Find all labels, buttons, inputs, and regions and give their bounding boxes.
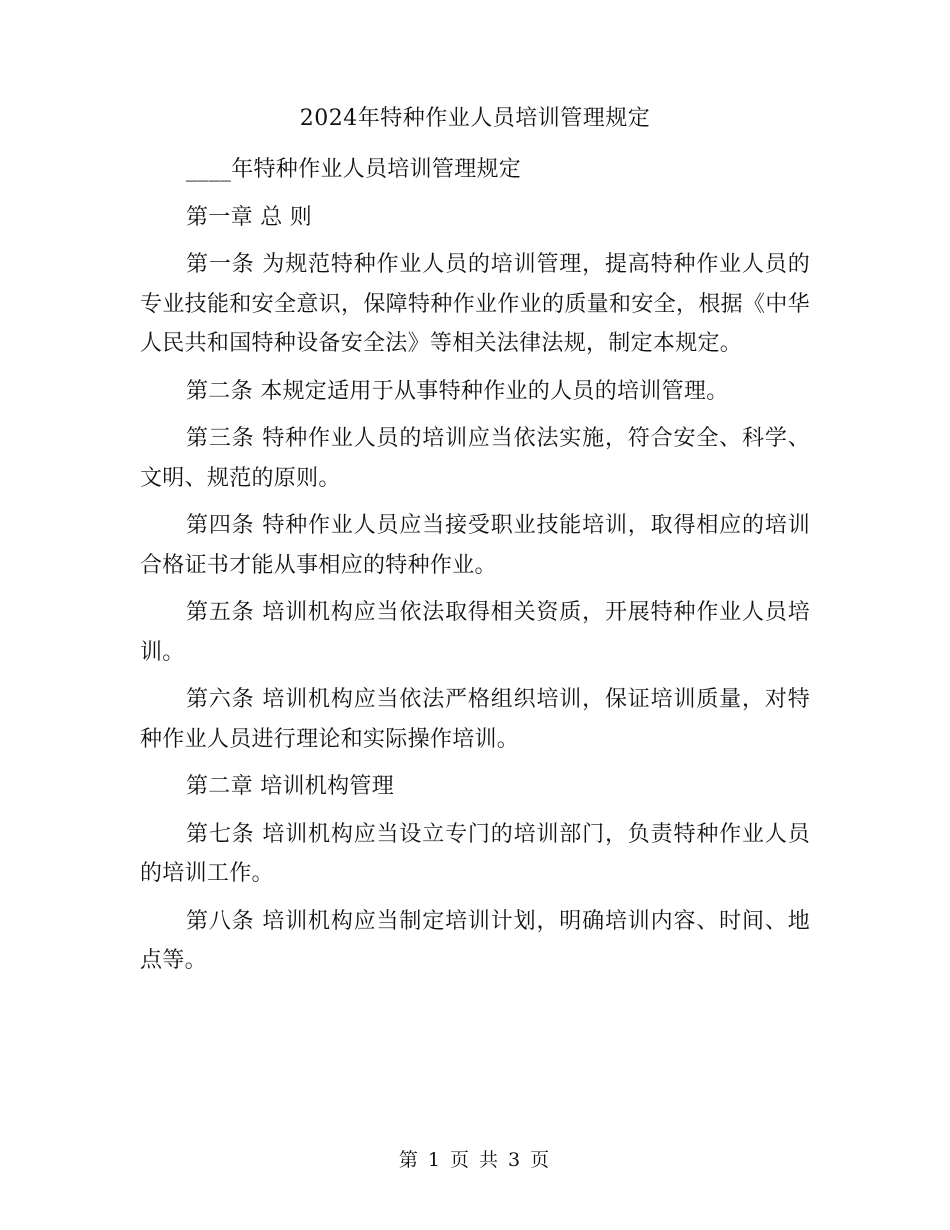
paragraph-subtitle: ____年特种作业人员培训管理规定 <box>186 157 522 182</box>
article-7: 第七条 培训机构应当设立专门的培训部门，负责特种作业人员的培训工作。 <box>140 821 810 886</box>
chapter-1-heading: 第一章 总 则 <box>186 204 313 230</box>
document-body <box>140 150 810 989</box>
document-title: 2024年特种作业人员培训管理规定 <box>299 106 651 131</box>
article-8: 第八条 培训机构应当制定培训计划，明确培训内容、时间、地点等。 <box>140 908 810 973</box>
article-6: 第六条 培训机构应当依法严格组织培训，保证培训质量，对特种作业人员进行理论和实际操作培训。 <box>140 687 810 752</box>
article-3: 第三条 特种作业人员的培训应当依法实施，符合安全、科学、文明、规范的原则。 <box>140 426 810 491</box>
article-2: 第二条 本规定适用于从事特种作业的人员的培训管理。 <box>186 378 729 404</box>
article-1: 第一条 为规范特种作业人员的培训管理，提高特种作业人员的专业技能和安全意识，保障特种作业作业的质量和安全，根据《中华人民共和国特种设备安全法》等相关法律法规，制定本规定。 <box>140 252 810 356</box>
chapter-2-heading: 第二章 培训机构管理 <box>186 774 394 799</box>
article-4: 第四条 特种作业人员应当接受职业技能培训，取得相应的培训合格证书才能从事相应的特种作业。 <box>140 513 810 578</box>
article-5: 第五条 培训机构应当依法取得相关资质，开展特种作业人员培训。 <box>140 600 810 665</box>
page-number-footer: 第 1 页 共 3 页 <box>398 1149 552 1171</box>
